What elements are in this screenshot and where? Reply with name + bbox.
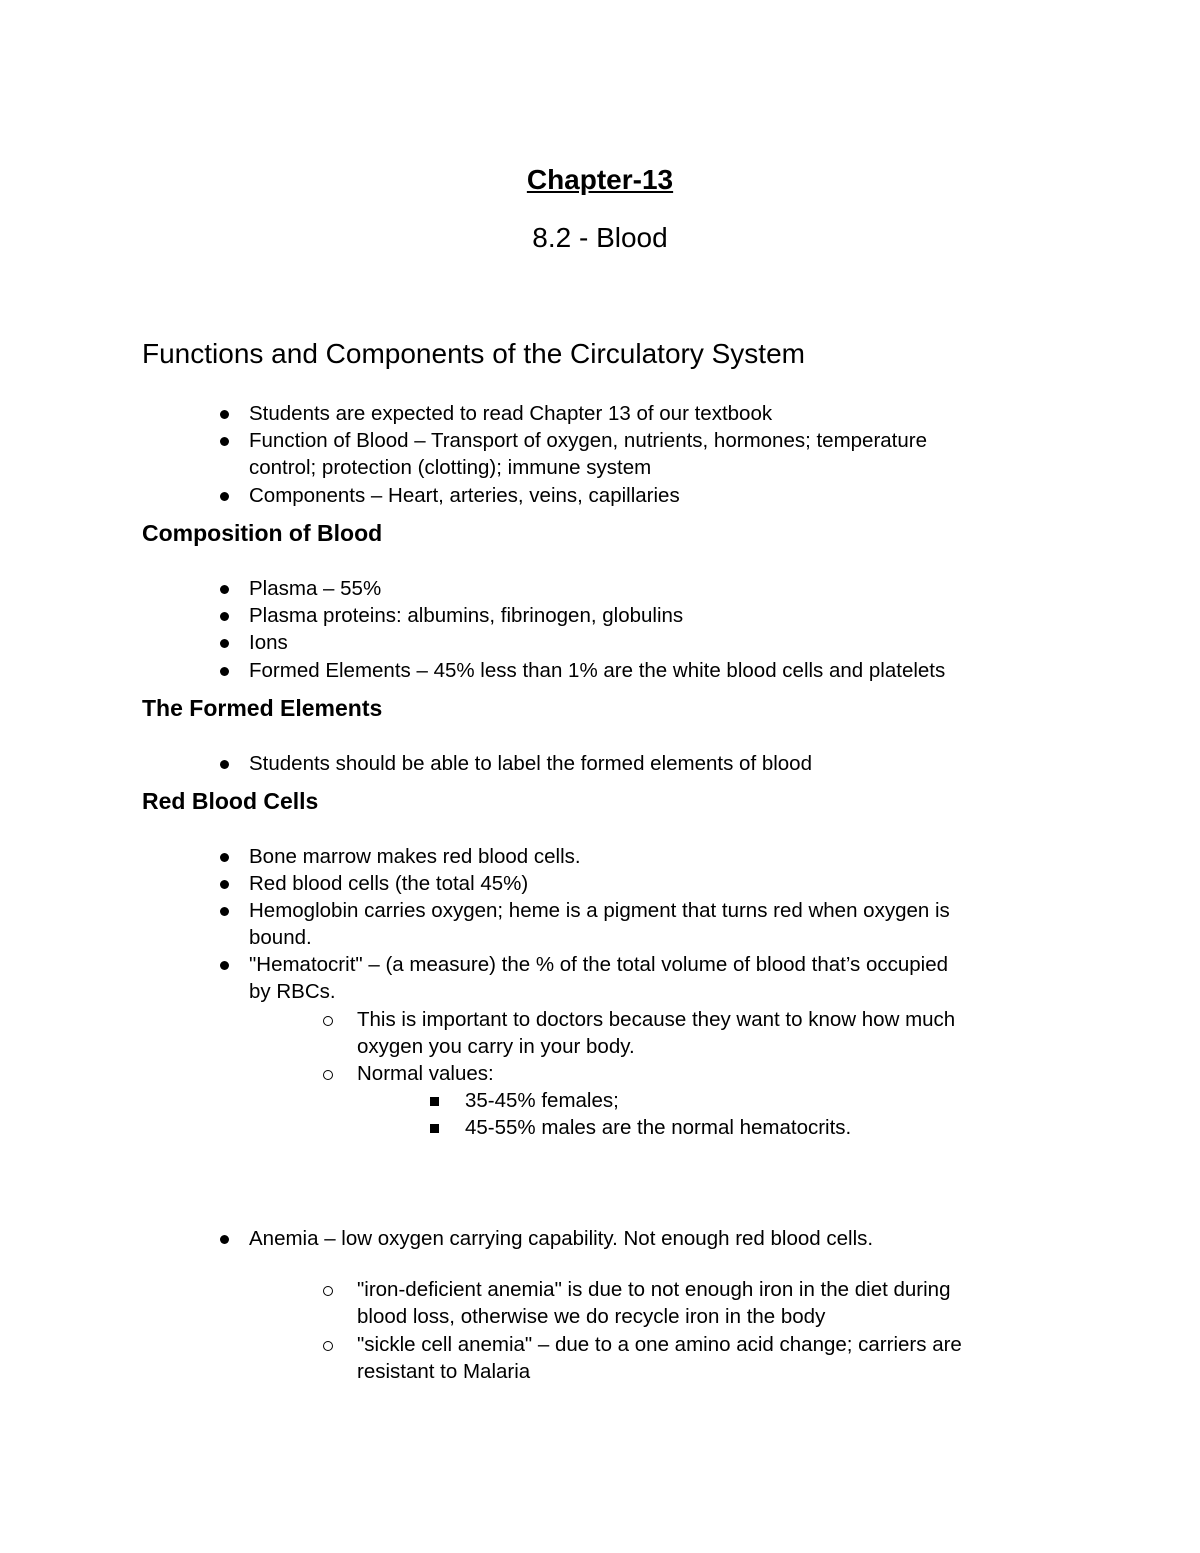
list-item: Plasma – 55% — [249, 577, 382, 600]
list-item: Students are expected to read Chapter 13 of our textbook — [249, 402, 773, 425]
bullet-dot — [220, 907, 229, 916]
bullet-dot — [220, 667, 229, 676]
chapter-title: Chapter-13 — [526, 164, 674, 195]
heading-formed-elements: The Formed Elements — [142, 695, 383, 721]
bullet-circle — [323, 1070, 333, 1080]
list-item: "Hematocrit" – (a measure) the % of the total volume of blood that’s occupied — [249, 953, 949, 976]
list-item-continuation: control; protection (clotting); immune system — [249, 456, 652, 479]
bullet-square — [430, 1124, 439, 1133]
list-item: Components – Heart, arteries, veins, capillaries — [249, 484, 680, 507]
bullet-circle — [323, 1341, 333, 1351]
list-item: Bone marrow makes red blood cells. — [249, 845, 581, 868]
section-subtitle: 8.2 - Blood — [532, 222, 668, 253]
list-item-continuation: by RBCs. — [249, 980, 336, 1003]
sub-list-item-continuation: blood loss, otherwise we do recycle iron in the body — [357, 1305, 826, 1328]
sub-list-item: Normal values: — [357, 1062, 494, 1085]
bullet-dot — [220, 410, 229, 419]
heading-functions-components: Functions and Components of the Circulatory System — [142, 338, 805, 369]
sub-sub-list-item: 35-45% females; — [465, 1089, 619, 1112]
bullet-dot — [220, 492, 229, 501]
list-item: Hemoglobin carries oxygen; heme is a pigment that turns red when oxygen is — [249, 899, 950, 922]
list-item: Students should be able to label the formed elements of blood — [249, 752, 812, 775]
bullet-dot — [220, 853, 229, 862]
sub-list-item: "iron-deficient anemia" is due to not enough iron in the diet during — [357, 1278, 951, 1301]
sub-list-item-continuation: oxygen you carry in your body. — [357, 1035, 635, 1058]
list-item-anemia: Anemia – low oxygen carrying capability. Not enough red blood cells. — [249, 1227, 874, 1250]
heading-red-blood-cells: Red Blood Cells — [142, 788, 319, 814]
list-item: Formed Elements – 45% less than 1% are the white blood cells and platelets — [249, 659, 946, 682]
bullet-dot — [220, 880, 229, 889]
list-item: Plasma proteins: albumins, fibrinogen, globulins — [249, 604, 684, 627]
sub-sub-list-item: 45-55% males are the normal hematocrits. — [465, 1116, 852, 1139]
bullet-dot — [220, 437, 229, 446]
bullet-dot — [220, 639, 229, 648]
bullet-dot — [220, 760, 229, 769]
list-item-continuation: bound. — [249, 926, 312, 949]
bullet-square — [430, 1097, 439, 1106]
sub-list-item: "sickle cell anemia" – due to a one amino acid change; carriers are — [357, 1333, 962, 1356]
bullet-dot — [220, 585, 229, 594]
sub-list-item-continuation: resistant to Malaria — [357, 1360, 531, 1383]
bullet-dot — [220, 612, 229, 621]
bullet-circle — [323, 1286, 333, 1296]
bullet-dot — [220, 961, 229, 970]
list-item: Red blood cells (the total 45%) — [249, 872, 529, 895]
sub-list-item: This is important to doctors because they want to know how much — [357, 1008, 956, 1031]
heading-composition-of-blood: Composition of Blood — [142, 520, 383, 546]
list-item: Function of Blood – Transport of oxygen, nutrients, hormones; temperature — [249, 429, 928, 452]
bullet-dot — [220, 1235, 229, 1244]
list-item: Ions — [249, 631, 288, 654]
bullet-circle — [323, 1016, 333, 1026]
